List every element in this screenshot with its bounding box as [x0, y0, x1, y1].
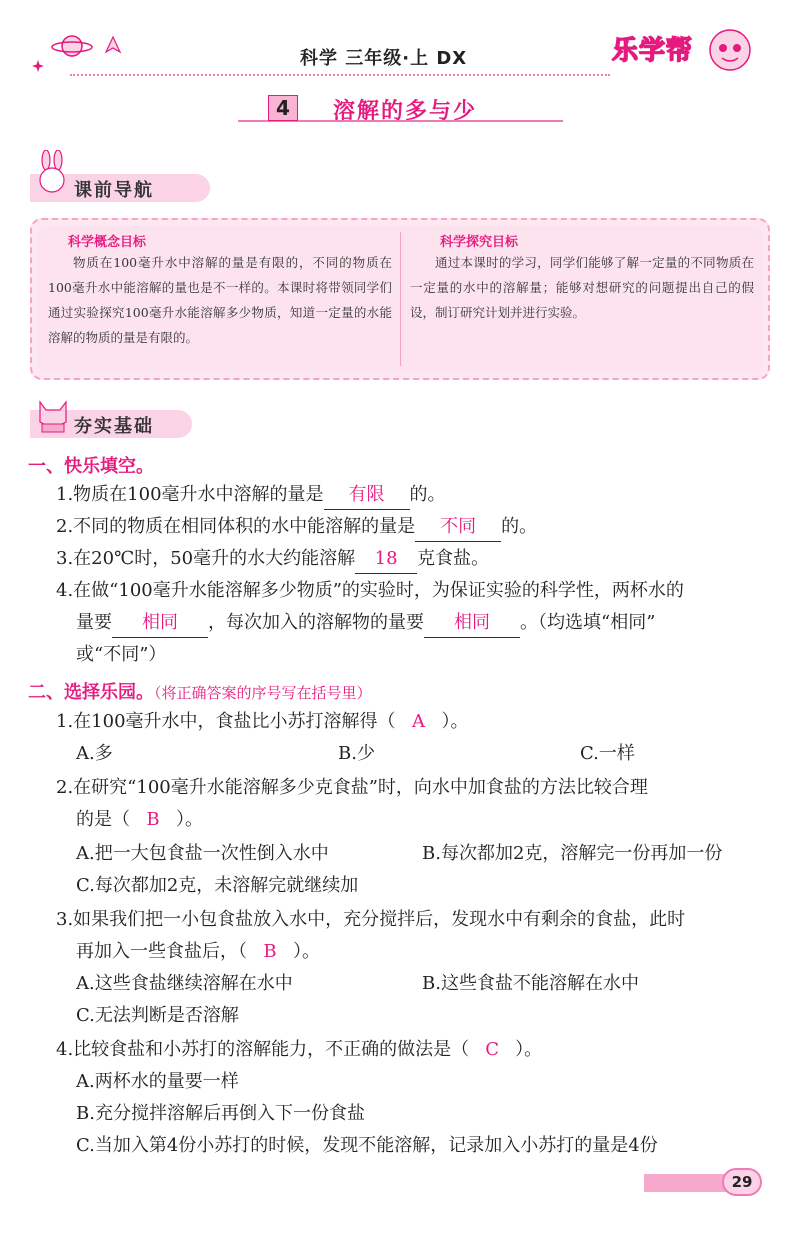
inquiry-goal-text: 通过本课时的学习，同学们能够了解一定量的不同物质在一定量的水中的溶解量；能够对想研究的问题提出自己的假设，制订研究计划并进行实验。	[410, 255, 754, 320]
concept-goal-title: 科学概念目标	[68, 235, 147, 250]
choice-q3-line1: 3.如果我们把一小包食盐放入水中，充分搅拌后，发现水中有剩余的食盐，此时	[56, 909, 686, 930]
fill-q1: 1.物质在100毫升水中溶解的量是 有限 的。	[56, 479, 446, 511]
choice-q2-line2: 的是（ B ）。	[76, 804, 203, 836]
choice-q2-answer[interactable]: B	[146, 809, 160, 830]
footer-bar	[644, 1174, 734, 1192]
choice-q4-answer[interactable]: C	[485, 1039, 500, 1060]
choice-q3-answer[interactable]: B	[263, 941, 277, 962]
choice-q3-a[interactable]: A.这些食盐继续溶解在水中	[76, 973, 293, 994]
choice-q3-b[interactable]: B.这些食盐不能溶解在水中	[422, 973, 639, 994]
choice-q4-a[interactable]: A.两杯水的量要一样	[76, 1071, 239, 1092]
part2-heading: 二、选择乐园。（将正确答案的序号写在括号里）	[28, 682, 372, 703]
choice-q1-answer[interactable]: A	[412, 711, 426, 732]
choice-q4-b[interactable]: B.充分搅拌溶解后再倒入下一份食盐	[76, 1103, 365, 1124]
choice-q2-line1: 2.在研究“100毫升水能溶解多少克食盐”时，向水中加食盐的方法比较合理	[56, 777, 648, 798]
lesson-number: 4	[268, 95, 298, 121]
brand-logo: 乐学帮	[612, 36, 694, 66]
choice-q4-c[interactable]: C.当加入第4份小苏打的时候，发现不能溶解，记录加入小苏打的量是4份	[76, 1135, 658, 1156]
choice-q1-c[interactable]: C.一样	[580, 743, 635, 764]
choice-q2-b[interactable]: B.每次都加2克，溶解完一份再加一份	[422, 843, 723, 864]
mascot-icon	[700, 22, 760, 74]
rabbit-icon	[32, 150, 72, 194]
fill-q3-answer[interactable]: 18	[355, 545, 417, 574]
header-text: 科学 三年级·上 DX	[300, 48, 468, 69]
fill-q4-line3: 或“不同”）	[76, 644, 167, 665]
cat-icon	[34, 396, 72, 436]
fill-q4-line2: 量要 相同 ，每次加入的溶解物的量要 相同 。（均选填“相同”	[76, 607, 655, 639]
choice-q1: 1.在100毫升水中，食盐比小苏打溶解得（ A ）。	[56, 706, 469, 738]
rocket-icon	[102, 34, 124, 56]
choice-q3-line2: 再加入一些食盐后，（ B ）。	[76, 936, 320, 968]
star-icon	[32, 60, 44, 72]
basics-label: 夯实基础	[74, 416, 154, 437]
fill-q2: 2.不同的物质在相同体积的水中能溶解的量是 不同 的。	[56, 511, 537, 543]
choice-q1-a[interactable]: A.多	[76, 743, 113, 764]
fill-q4-line1: 4.在做“100毫升水能溶解多少物质”的实验时，为保证实验的科学性，两杯水的	[56, 580, 684, 601]
goals-divider	[400, 232, 401, 366]
header-divider	[70, 74, 610, 76]
choice-q2-c[interactable]: C.每次都加2克，未溶解完就继续加	[76, 875, 359, 896]
fill-q1-answer[interactable]: 有限	[324, 481, 410, 510]
choice-q4: 4.比较食盐和小苏打的溶解能力，不正确的做法是（ C ）。	[56, 1034, 542, 1066]
planet-icon	[50, 28, 94, 64]
fill-q2-answer[interactable]: 不同	[415, 513, 501, 542]
fill-q4-answer1[interactable]: 相同	[112, 609, 208, 638]
fill-q3: 3.在20℃时，50毫升的水大约能溶解 18 克食盐。	[56, 543, 489, 575]
concept-goal-text: 物质在100毫升水中溶解的量是有限的，不同的物质在100毫升水中能溶解的量也是不一样的。本课时将带领同学们通过实验探究100毫升水能溶解多少物质，知道一定量的水能溶解的物质的量是有限的。	[48, 255, 392, 345]
lesson-title: 溶解的多与少	[333, 99, 478, 124]
inquiry-goal-title: 科学探究目标	[440, 235, 519, 250]
preview-label: 课前导航	[74, 180, 154, 201]
choice-q1-b[interactable]: B.少	[338, 743, 375, 764]
fill-q4-answer2[interactable]: 相同	[424, 609, 520, 638]
part1-heading: 一、快乐填空。	[28, 456, 154, 477]
choice-q2-a[interactable]: A.把一大包食盐一次性倒入水中	[76, 843, 329, 864]
page-number: 29	[722, 1168, 762, 1196]
choice-q3-c[interactable]: C.无法判断是否溶解	[76, 1005, 239, 1026]
